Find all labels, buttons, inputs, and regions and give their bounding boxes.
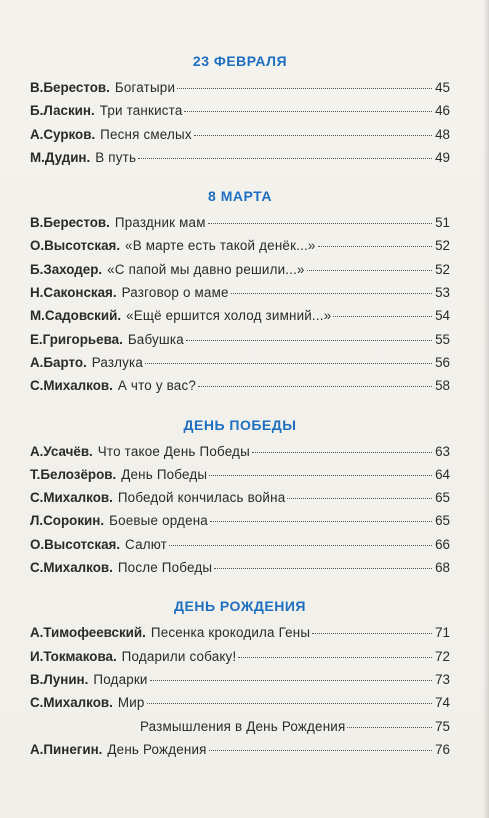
entry-title: День Победы [121, 466, 208, 482]
toc-section [30, 595, 450, 761]
entry-page-number: 55 [435, 331, 450, 347]
toc-entry[interactable] [30, 234, 450, 257]
entry-author: Л.Сорокин. [30, 513, 105, 529]
toc-entry[interactable] [30, 463, 450, 486]
dot-leader [208, 223, 432, 224]
entry-title: День Рождения [107, 741, 207, 757]
section-title: 23 ФЕВРАЛЯ [192, 53, 288, 69]
dot-leader [347, 727, 432, 728]
dot-leader [209, 475, 432, 476]
entry-page-number: 72 [435, 648, 450, 664]
dot-leader [145, 363, 432, 364]
entry-author: И.Токмакова. [30, 648, 117, 664]
entry-author: В.Берестов. [30, 80, 110, 95]
entry-page-number: 53 [435, 285, 450, 301]
toc-entry[interactable] [30, 556, 450, 579]
dot-leader [147, 703, 432, 704]
entry-author: В.Берестов. [30, 215, 110, 231]
entry-author: С.Михалков. [30, 490, 113, 506]
entry-author: В.Лунин. [30, 671, 89, 687]
dot-leader [209, 750, 432, 751]
toc-entry[interactable] [30, 258, 450, 281]
toc-entry[interactable] [30, 304, 450, 327]
entry-page-number: 45 [435, 80, 450, 95]
entry-title: Победой кончилась война [117, 490, 286, 506]
toc-entry[interactable] [30, 486, 450, 509]
entry-author: С.Михалков. [30, 378, 113, 394]
section-title: ДЕНЬ ПОБЕДЫ [183, 416, 297, 433]
entry-page-number: 74 [435, 695, 450, 711]
entry-title: Что такое День Победы [97, 443, 250, 459]
entry-author: А.Сурков. [30, 126, 96, 142]
toc-entry[interactable] [30, 123, 450, 146]
entry-page-number: 73 [435, 671, 450, 687]
entry-title: Боевые ордена [109, 513, 208, 529]
entry-author: Б.Заходер. [30, 261, 103, 277]
entry-title: Салют [125, 536, 168, 552]
entry-title: А что у вас? [117, 378, 196, 394]
page-edge-shadow [483, 0, 489, 818]
dot-leader [287, 498, 432, 499]
toc-entry[interactable] [30, 621, 450, 644]
dot-leader [214, 568, 432, 569]
dot-leader [169, 545, 432, 546]
entry-author: Е.Григорьева. [30, 331, 123, 347]
entry-title: Богатыри [114, 80, 176, 95]
entry-title: Песенка крокодила Гены [150, 625, 311, 641]
entry-page-number: 65 [435, 513, 450, 529]
entry-title: «В марте есть такой денёк...» [125, 238, 316, 254]
dot-leader [333, 316, 432, 317]
entry-title: «С папой мы давно решили...» [107, 261, 305, 277]
entry-title: После Победы [117, 560, 213, 576]
toc-entry[interactable] [30, 99, 450, 122]
entry-page-number: 48 [435, 126, 450, 142]
entry-title: Праздник мам [114, 215, 206, 231]
dot-leader [238, 657, 432, 658]
toc-entry[interactable] [30, 328, 450, 351]
entry-page-number: 54 [435, 308, 450, 324]
toc-entry[interactable] [30, 533, 450, 556]
section-title: ДЕНЬ РОЖДЕНИЯ [174, 598, 306, 615]
dot-leader [150, 680, 432, 681]
entry-page-number: 64 [435, 466, 450, 482]
entry-page-number: 56 [435, 354, 450, 370]
entry-page-number: 71 [435, 625, 450, 641]
dot-leader [177, 88, 432, 89]
entry-author: Б.Ласкин. [30, 103, 95, 119]
toc-entry[interactable] [30, 691, 450, 714]
entry-page-number: 66 [435, 536, 450, 552]
entry-title: В путь [95, 149, 137, 165]
dot-leader [138, 158, 432, 159]
dot-leader [186, 340, 432, 341]
entry-author: О.Высотская. [30, 536, 121, 552]
entry-page-number: 49 [435, 149, 450, 165]
entry-author: С.Михалков. [30, 695, 113, 711]
dot-leader [312, 633, 432, 634]
table-of-contents [30, 50, 450, 777]
entry-page-number: 46 [435, 103, 450, 119]
entry-title: Подарки [93, 671, 148, 687]
toc-section [30, 185, 450, 397]
dot-leader [184, 111, 432, 112]
entry-page-number: 76 [435, 741, 450, 757]
entry-title: Бабушка [127, 331, 184, 347]
dot-leader [252, 452, 432, 453]
toc-entry[interactable] [30, 645, 450, 668]
toc-entry[interactable] [30, 715, 450, 738]
toc-section [30, 50, 450, 169]
toc-entry[interactable] [30, 738, 450, 761]
dot-leader [231, 293, 432, 294]
entry-title: Мир [117, 695, 145, 711]
entry-title: Песня смелых [100, 126, 192, 142]
toc-entry[interactable] [30, 211, 450, 234]
section-title: 8 МАРТА [208, 188, 272, 205]
toc-entry[interactable] [30, 146, 450, 169]
entry-page-number: 65 [435, 490, 450, 506]
toc-entry[interactable] [30, 509, 450, 532]
entry-author: М.Дудин. [30, 149, 91, 165]
toc-entry[interactable] [30, 668, 450, 691]
toc-section [30, 414, 450, 580]
entry-author: М.Садовский. [30, 308, 122, 324]
entry-page-number: 52 [435, 261, 450, 277]
entry-title: Разлука [91, 354, 144, 370]
entry-title: Размышления в День Рождения [140, 718, 346, 734]
toc-entry[interactable] [30, 76, 450, 99]
toc-entry[interactable] [30, 374, 450, 397]
entry-author: А.Барто. [30, 354, 87, 370]
entry-title: «Ещё ершится холод зимний...» [126, 308, 332, 324]
dot-leader [307, 270, 432, 271]
entry-page-number: 68 [435, 560, 450, 576]
entry-page-number: 63 [435, 443, 450, 459]
entry-page-number: 51 [435, 215, 450, 231]
entry-title: Подарили собаку! [121, 648, 237, 664]
entry-page-number: 58 [435, 378, 450, 394]
toc-entry[interactable] [30, 351, 450, 374]
entry-author: С.Михалков. [30, 560, 113, 576]
entry-author: А.Усачёв. [30, 443, 93, 459]
dot-leader [318, 246, 432, 247]
entry-title: Три танкиста [99, 103, 183, 119]
dot-leader [210, 521, 432, 522]
entry-author: Т.Белозёров. [30, 466, 117, 482]
toc-entry[interactable] [30, 281, 450, 304]
dot-leader [198, 386, 432, 387]
dot-leader [194, 135, 432, 136]
entry-page-number: 52 [435, 238, 450, 254]
entry-page-number: 75 [435, 718, 450, 734]
entry-author: О.Высотская. [30, 238, 121, 254]
entry-author: Н.Саконская. [30, 285, 117, 301]
toc-entry[interactable] [30, 440, 450, 463]
entry-author: А.Пинегин. [30, 741, 103, 757]
entry-title: Разговор о маме [121, 285, 229, 301]
entry-author: А.Тимофеевский. [30, 625, 146, 641]
